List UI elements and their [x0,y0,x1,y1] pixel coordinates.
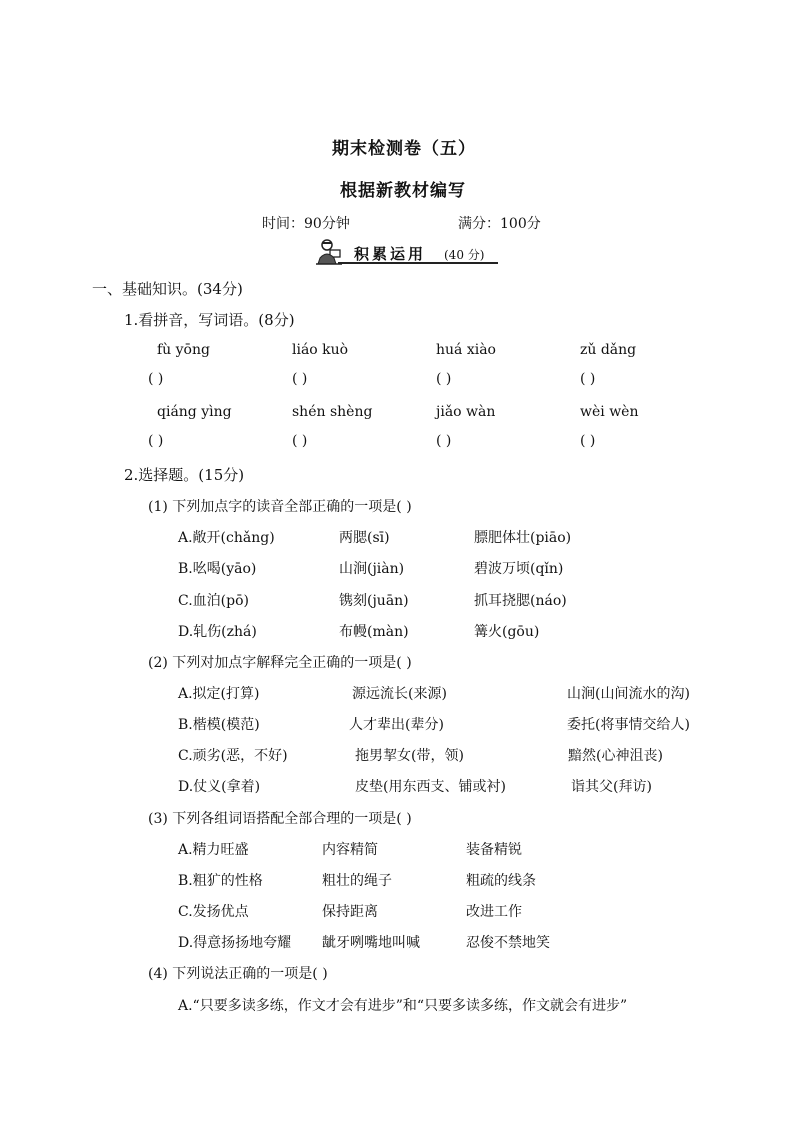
option-text: 装备精锐 [466,842,522,858]
option-text: 拖男挈女(带，领) [355,748,464,764]
option-text: 篝火(gōu) [474,624,540,640]
option-text: D.得意扬扬地夸耀 [178,935,292,951]
option-text: 保持距离 [322,904,378,920]
page-subtitle: 根据新教材编写 [340,181,466,201]
option-text: B.粗犷的性格 [178,873,263,889]
sub-question-stem: (1) 下列加点字的读音全部正确的一项是( ) [148,499,412,515]
option-text: 粗壮的绳子 [322,873,392,889]
option-text: 人才辈出(辈分) [349,717,444,733]
option-text: 改进工作 [466,904,522,920]
sub-question-stem: (2) 下列对加点字解释完全正确的一项是( ) [148,655,412,671]
option-text: D.仗义(拿着) [178,779,261,795]
option-text: 两腮(sī) [339,530,390,546]
answer-blank[interactable]: ( ) [436,371,452,387]
option-text: 委托(将事情交给人) [567,717,690,733]
section-heading: 一、基础知识。(34分) [92,280,243,298]
answer-blank[interactable]: ( ) [292,433,308,449]
answer-blank[interactable]: ( ) [580,371,596,387]
pinyin-item: qiáng yìng [157,404,232,420]
answer-blank[interactable]: ( ) [436,433,452,449]
exam-time: 时间：90分钟 [262,216,350,232]
option-text: 皮垫(用东西支、铺或衬) [355,779,506,795]
option-text: B.楷模(模范) [178,717,260,733]
option-text: 忍俊不禁地笑 [466,935,550,951]
option-text: D.轧伤(zhá) [178,624,257,640]
exam-score: 满分：100分 [458,216,541,232]
option-text: 山涧(jiàn) [339,561,405,577]
option-text: 内容精简 [322,842,378,858]
pinyin-item: liáo kuò [292,342,349,358]
banner-score: (40 分) [444,248,485,262]
option-text: 镌刻(juān) [339,593,409,609]
option-text: 布幔(màn) [339,624,409,640]
pinyin-item: huá xiào [436,342,496,358]
page-title: 期末检测卷（五） [332,139,476,159]
answer-blank[interactable]: ( ) [580,433,596,449]
section-banner [314,240,498,266]
option-text: A.敞开(chǎng) [178,530,275,546]
option-text: A.“只要多读多练，作文才会有进步”和“只要多读多练，作文就会有进步” [178,998,628,1014]
question-heading: 2.选择题。(15分) [124,466,245,484]
option-text: A.精力旺盛 [178,842,249,858]
option-text: 龇牙咧嘴地叫喊 [322,935,420,951]
option-text: 山涧(山间流水的沟) [567,686,690,702]
option-text: 抓耳挠腮(náo) [474,593,567,609]
option-text: 粗疏的线条 [466,873,536,889]
option-text: 黯然(心神沮丧) [568,748,663,764]
pinyin-item: jiǎo wàn [436,404,496,420]
pinyin-item: shén shèng [292,404,373,420]
option-text: C.顽劣(恶，不好) [178,748,288,764]
option-text: 诣其父(拜访) [571,779,652,795]
pinyin-item: wèi wèn [580,404,639,420]
question-heading: 1.看拼音，写词语。(8分) [124,311,295,329]
pinyin-item: zǔ dǎng [580,342,637,358]
sub-question-stem: (4) 下列说法正确的一项是( ) [148,966,328,982]
option-text: C.发扬优点 [178,904,249,920]
option-text: 膘肥体壮(piāo) [474,530,572,546]
answer-blank[interactable]: ( ) [148,371,164,387]
banner-label: 积累运用 [354,245,427,263]
answer-blank[interactable]: ( ) [292,371,308,387]
sub-question-stem: (3) 下列各组词语搭配全部合理的一项是( ) [148,811,412,827]
option-text: C.血泊(pō) [178,593,249,609]
option-text: 源远流长(来源) [352,686,447,702]
pinyin-item: fù yōng [157,342,210,358]
answer-blank[interactable]: ( ) [148,433,164,449]
option-text: A.拟定(打算) [178,686,260,702]
option-text: B.吆喝(yāo) [178,561,257,577]
option-text: 碧波万顷(qǐn) [474,561,564,577]
